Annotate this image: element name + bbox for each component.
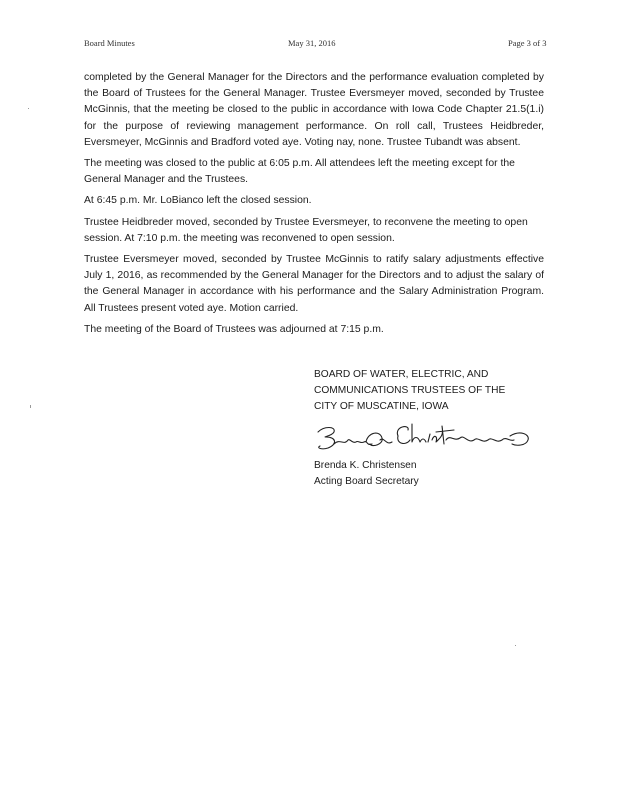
scan-artifact: [30, 405, 31, 408]
page-header: [0, 38, 618, 52]
header-page-number: Page 3 of 3: [508, 38, 547, 48]
organization-line: BOARD OF WATER, ELECTRIC, AND: [314, 369, 489, 380]
signer-name: Brenda K. Christensen: [314, 459, 417, 471]
header-document-title: Board Minutes: [84, 38, 135, 48]
scan-artifact: [515, 645, 516, 646]
scan-artifact: [28, 108, 29, 109]
organization-line: CITY OF MUSCATINE, IOWA: [314, 401, 449, 413]
paragraph-adjourned: The meeting of the Board of Trustees was adjourned at 7:15 p.m.: [84, 323, 384, 335]
paragraph-lobianco-left: At 6:45 p.m. Mr. LoBianco left the closed session.: [84, 195, 312, 207]
paragraph-closed-session-motion: completed by the General Manager for the Directors and the performance evaluation completed by the Board of Trustees for the General Manager. Trustee Eversmeyer moved, seconded by Trustee McGinnis, that the meeting be closed to the public in accordance with Iowa Code Chapter 21.5(1.i) for the purpose of reviewing management performance. On roll call, Trustees Heidbreder, Eversmeyer, McGinnis and Bradford voted aye. Voting nay, none. Trustee Tubandt was absent.: [84, 72, 544, 148]
handwritten-signature: [314, 418, 534, 456]
minutes-body: [84, 70, 544, 343]
paragraph-reconvene: Trustee Heidbreder moved, seconded by Trustee Eversmeyer, to reconvene the meeting to open session. At 7:10 p.m. the meeting was reconvened to open session.: [84, 216, 528, 244]
signer-title: Acting Board Secretary: [314, 475, 419, 487]
signature-block: [314, 367, 554, 490]
organization-line: COMMUNICATIONS TRUSTEES OF THE: [314, 385, 506, 397]
organization-name: [314, 367, 554, 416]
paragraph-meeting-closed: The meeting was closed to the public at 6:05 p.m. All attendees left the meeting except for the General Manager and the Trustees.: [84, 158, 515, 186]
header-meeting-date: May 31, 2016: [288, 38, 336, 48]
paragraph-salary-adjustments: Trustee Eversmeyer moved, seconded by Trustee McGinnis to ratify salary adjustments effective July 1, 2016, as recommended by the General Manager for the Directors and to adjust the salary of the General Manager in accordance with his performance and the Salary Administration Program. All Trustees present voted aye. Motion carried.: [84, 254, 544, 314]
